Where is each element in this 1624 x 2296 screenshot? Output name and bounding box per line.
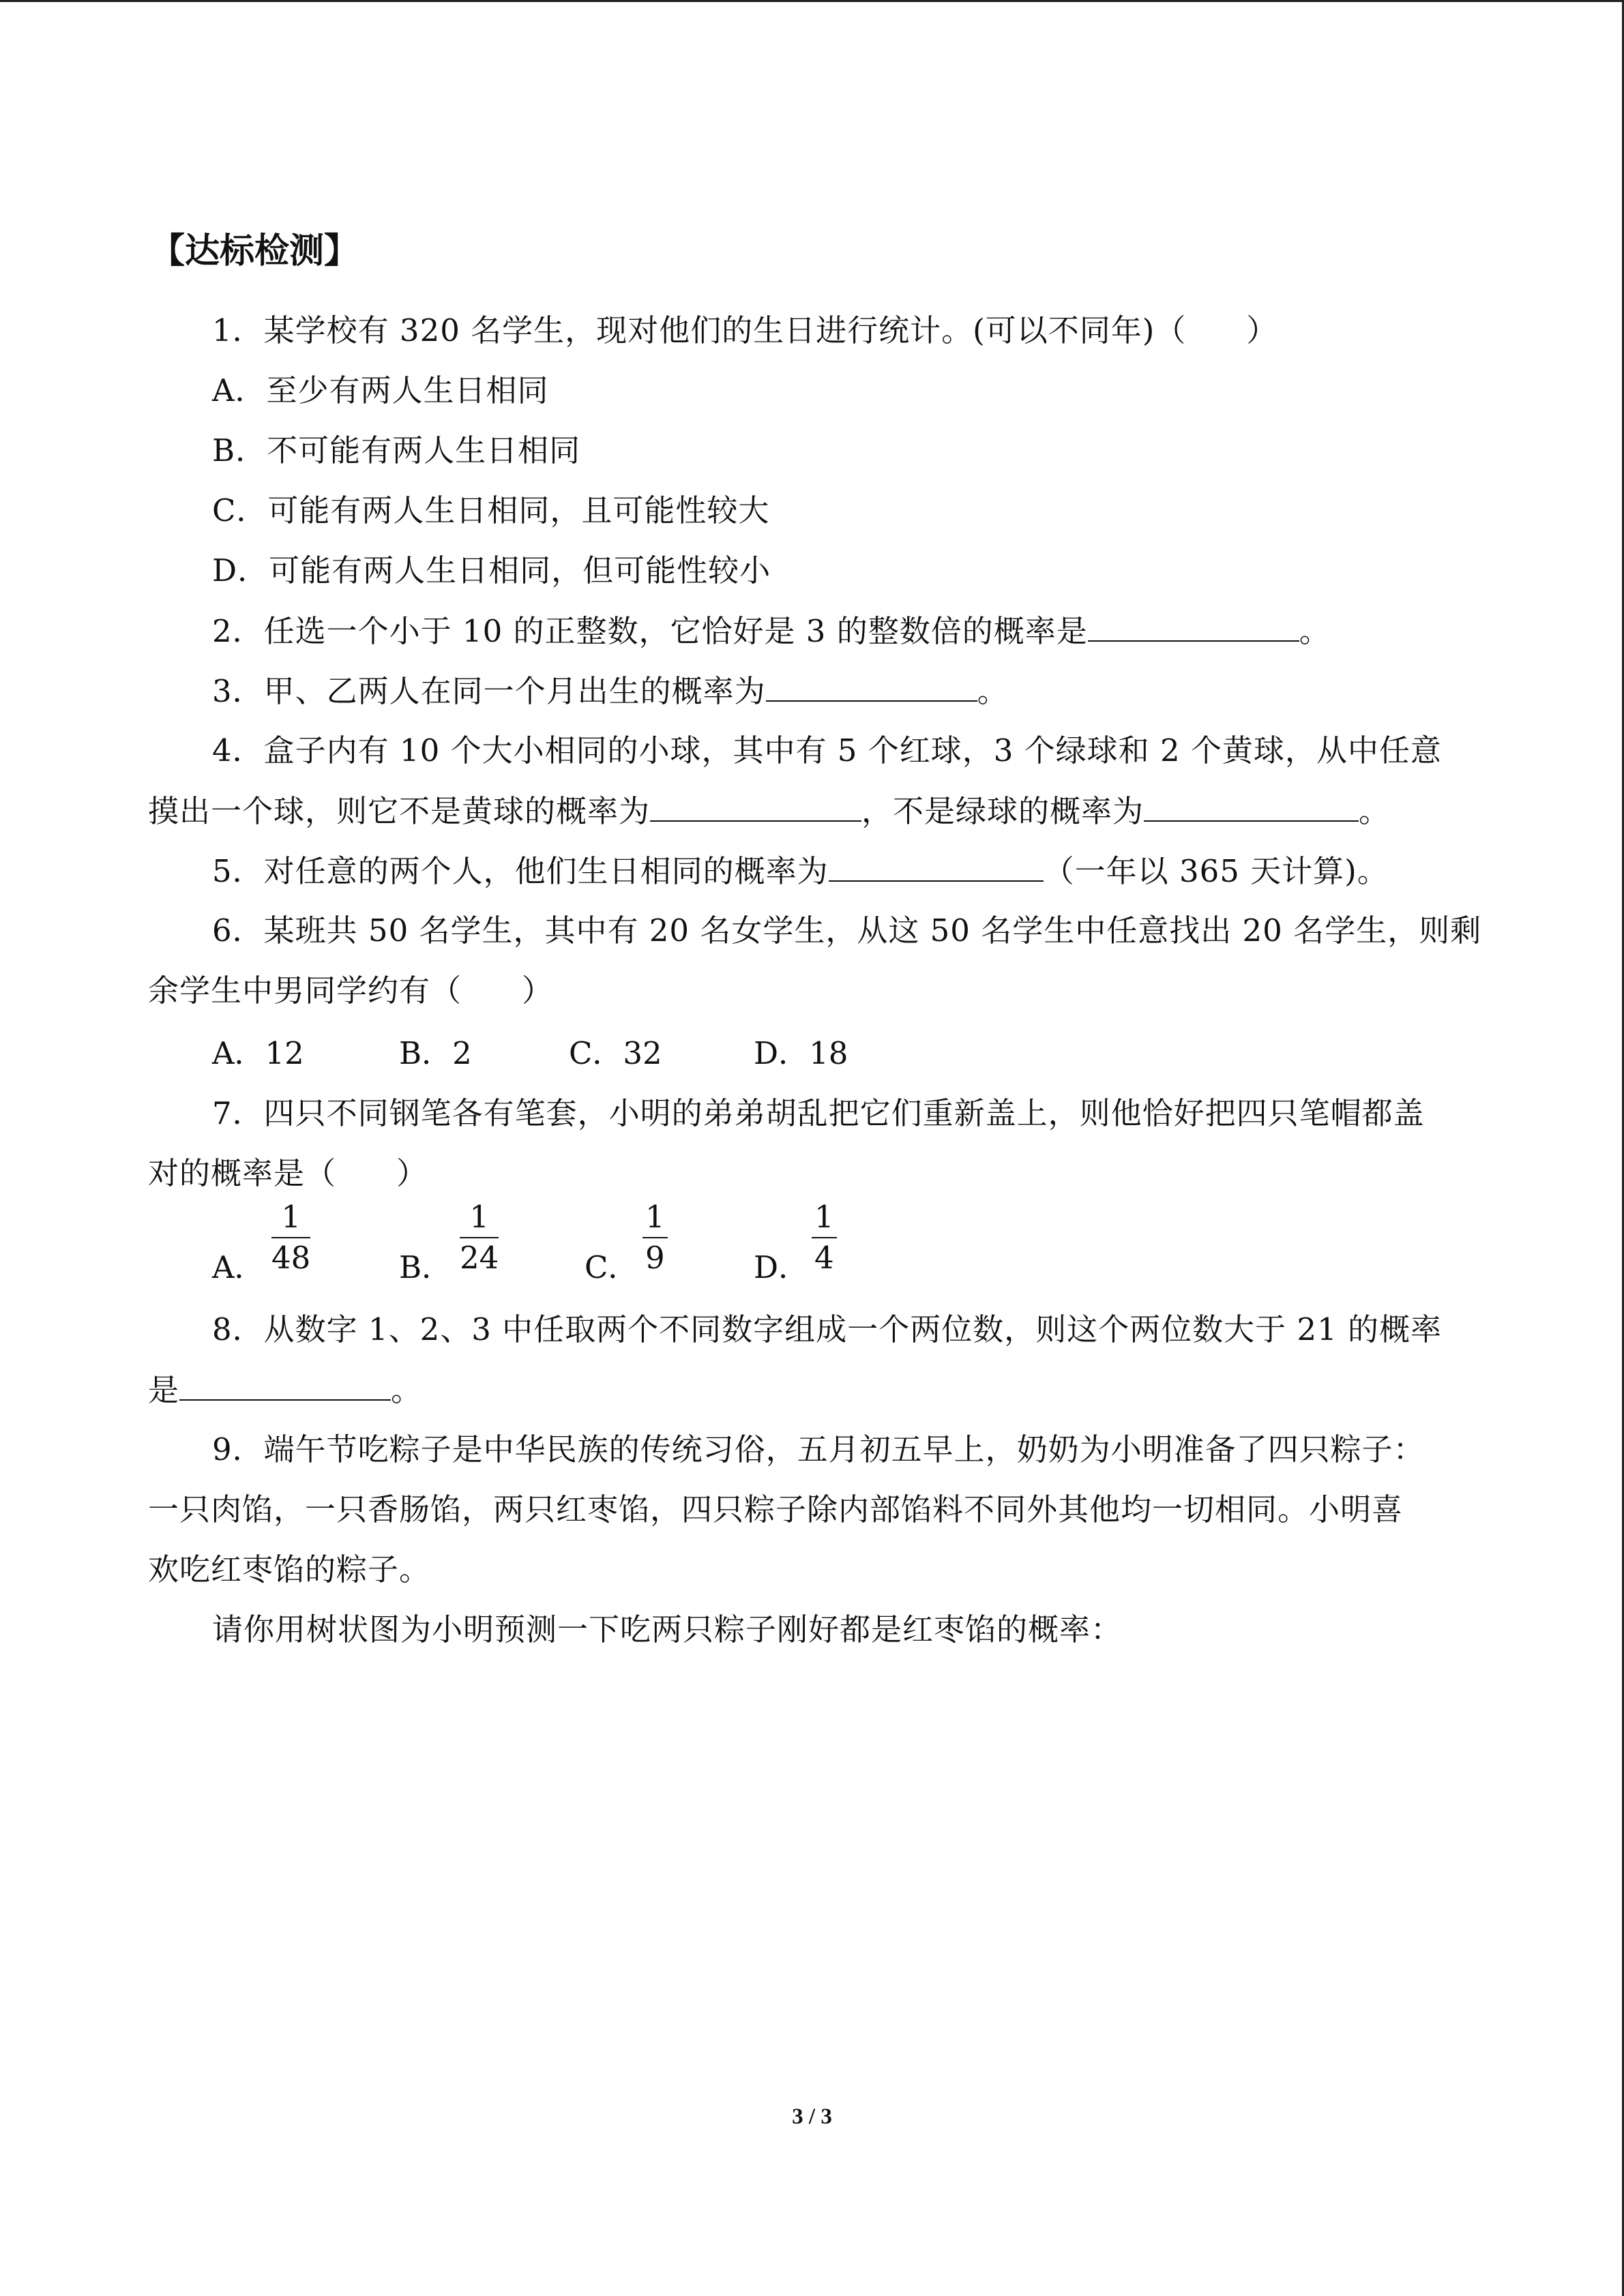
answer-blank[interactable]	[766, 670, 977, 702]
fraction-denominator: 48	[271, 1240, 311, 1276]
question-6-line-1: 6．某班共 50 名学生，其中有 20 名女学生，从这 50 名学生中任意找出 20 名学生，则剩	[212, 912, 1482, 949]
question-7-option-d-letter: D．	[754, 1249, 810, 1285]
question-7-line-1: 7．四只不同钢笔各有笔套，小明的弟弟胡乱把它们重新盖上，则他恰好把四只笔帽都盖	[212, 1095, 1425, 1131]
question-8-line-1: 8．从数字 1、2、3 中任取两个不同数字组成一个两位数，则这个两位数大于 21 的概率	[212, 1311, 1443, 1347]
answer-blank[interactable]	[650, 790, 861, 822]
fraction-denominator: 4	[814, 1240, 834, 1276]
question-3	[212, 670, 1009, 712]
question-6-option-c: C．32	[569, 1035, 662, 1071]
answer-blank[interactable]	[1144, 790, 1359, 822]
question-9-line-3: 欢吃红枣馅的粽子。	[148, 1551, 431, 1587]
answer-blank[interactable]	[1088, 610, 1299, 642]
question-5-end: （一年以 365 天计算)。	[1043, 853, 1389, 889]
fraction-numerator: 1	[812, 1197, 837, 1238]
question-7-option-c-fraction	[643, 1197, 668, 1278]
question-1-option-d: D．可能有两人生日相同，但可能性较小	[212, 552, 771, 588]
question-9-prompt: 请你用树状图为小明预测一下吃两只粽子刚好都是红枣馅的概率：	[212, 1611, 1123, 1648]
question-1-stem	[212, 310, 1278, 351]
question-8-line-2	[148, 1369, 422, 1411]
question-4-text-a: 摸出一个球，则它不是黄球的概率为	[148, 793, 651, 829]
fraction-denominator: 24	[460, 1240, 499, 1276]
question-7-option-a-letter: A．	[212, 1249, 265, 1285]
fraction-numerator: 1	[643, 1197, 668, 1238]
question-4-line-1: 4．盒子内有 10 个大小相同的小球，其中有 5 个红球，3 个绿球和 2 个黄球，从中任意	[212, 732, 1442, 769]
question-7-text: 对的概率是（	[148, 1155, 337, 1191]
question-1-option-c: C．可能有两人生日相同，且可能性较大	[212, 492, 770, 528]
question-7-option-a-fraction	[271, 1197, 310, 1278]
question-4-line-2	[148, 790, 1390, 832]
answer-blank[interactable]	[829, 850, 1044, 882]
page-number: 3 / 3	[792, 2104, 832, 2129]
question-2-text: 2．任选一个小于 10 的正整数，它恰好是 3 的整数倍的概率是	[212, 613, 1088, 649]
question-7-option-b-fraction	[460, 1197, 499, 1278]
question-6-close: ）	[522, 972, 554, 1009]
question-9-line-1: 9．端午节吃粽子是中华民族的传统习俗，五月初五早上，奶奶为小明准备了四只粽子：	[212, 1431, 1425, 1467]
question-7-option-c-letter: C．	[585, 1249, 639, 1285]
fraction-numerator: 1	[460, 1197, 499, 1238]
question-1-option-a: A．至少有两人生日相同	[212, 372, 549, 408]
question-1-close: ）	[1246, 312, 1278, 348]
question-1-text: 1．某学校有 320 名学生，现对他们的生日进行统计。(可以不同年)（	[212, 312, 1187, 348]
question-5	[212, 850, 1389, 892]
question-4-end: 。	[1359, 793, 1391, 829]
question-9-line-2: 一只肉馅，一只香肠馅，两只红枣馅，四只粽子除内部馅料不同外其他均一切相同。小明喜	[148, 1491, 1404, 1527]
answer-blank[interactable]	[179, 1369, 391, 1401]
question-8-end: 。	[391, 1372, 423, 1408]
fraction-denominator: 9	[645, 1240, 665, 1276]
question-7-line-2	[148, 1153, 428, 1194]
question-6-option-b: B．2	[399, 1035, 472, 1071]
section-heading: 【达标检测】	[150, 231, 359, 271]
question-7-option-d-fraction	[812, 1197, 837, 1278]
question-6-option-a: A．12	[212, 1035, 304, 1071]
question-6-text: 余学生中男同学约有（	[148, 972, 462, 1009]
question-1-option-b: B．不可能有两人生日相同	[212, 432, 581, 468]
question-7-option-b-letter: B．	[399, 1249, 453, 1285]
question-2	[212, 610, 1331, 652]
question-3-text: 3．甲、乙两人在同一个月出生的概率为	[212, 673, 766, 709]
question-6-option-d: D．18	[754, 1035, 848, 1071]
question-4-text-b: ，不是绿球的概率为	[861, 793, 1145, 829]
fraction-numerator: 1	[271, 1197, 310, 1238]
question-3-end: 。	[977, 673, 1009, 709]
question-7-close: ）	[396, 1155, 428, 1191]
question-6-line-2	[148, 970, 553, 1011]
question-5-text: 5．对任意的两个人，他们生日相同的概率为	[212, 853, 829, 889]
question-2-end: 。	[1299, 613, 1331, 649]
question-8-text: 是	[148, 1372, 180, 1408]
